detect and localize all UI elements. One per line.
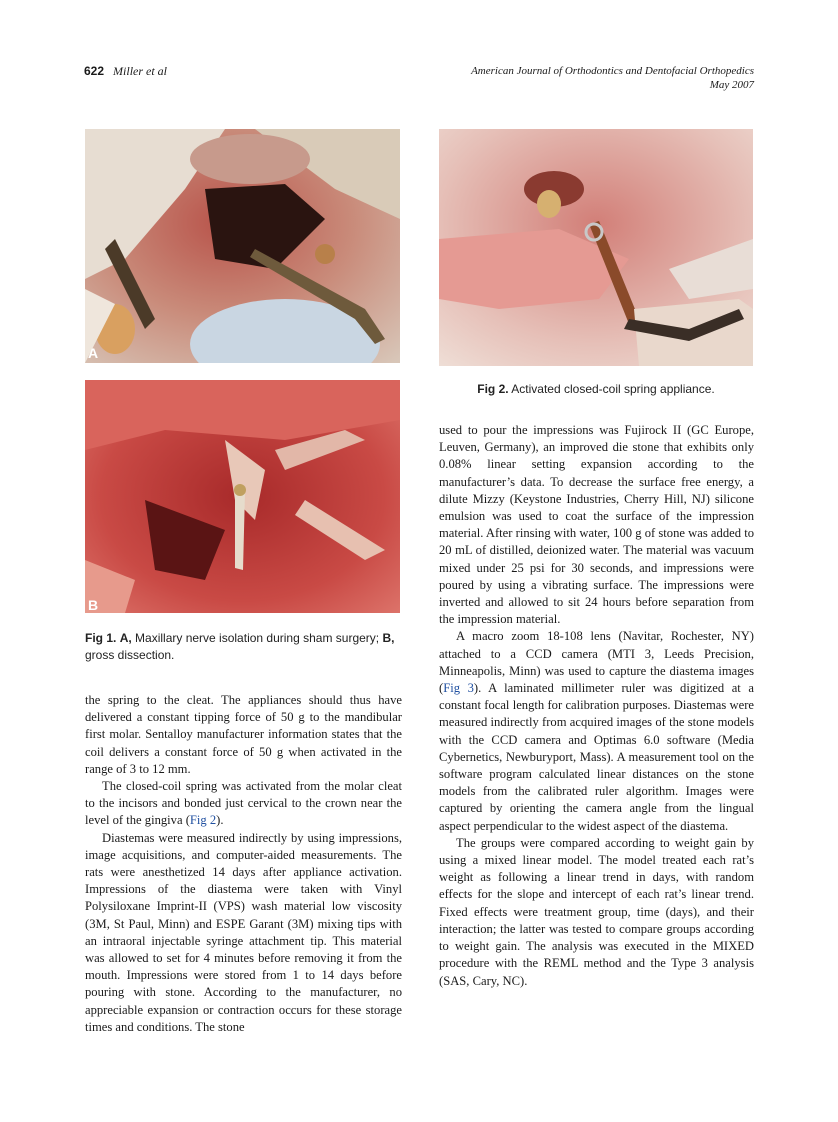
fig1-caption-b-text: gross dissection. (85, 648, 175, 662)
paragraph: A macro zoom 18-108 lens (Navitar, Rochester, NY) attached to a CCD camera (MTI 3, Leeds Precision, Minneapolis, Minn) was used to capture the diastema images (Fig 3). A laminated millimeter ruler was digitized at a constant focal length for calibration purposes. Diastemas were measured indirectly from acquired images of the stone models with the CCD camera and Optimas 6.0 software (Media Cybernetics, Newburyport, Mass). A measurement tool on the software program calculated linear distances on the stone models from the calibrated ruler algorithm. Images were captured by orienting the camera angle from the lingual aspect perpendicular to the widest aspect of the diastema. (439, 629, 754, 833)
fig2-caption-text: Activated closed-coil spring appliance. (511, 382, 715, 396)
fig1b-photo (85, 380, 400, 613)
left-column-text (85, 692, 402, 1036)
issue-date: May 2007 (709, 79, 754, 91)
fig1-panel-b-label: B (88, 597, 99, 613)
paragraph: used to pour the impressions was Fujirock II (GC Europe, Leuven, Germany), an improved die stone that exhibits only 0.08% linear setting expansion according to the manufacturer’s data. To decrease the surface free energy, a dilute Mizzy (Keystone Industries, Cherry Hill, NJ) silicone emulsion was used to coat the surface of the impression material. After rinsing with water, 100 g of stone was added to 20 mL of distilled, deionized water. The material was vacuum mixed under 25 psi for 30 seconds, and impressions were poured by using a vibrating surface. The impressions were inverted and allowed to sit 24 hours before separation from the impression material. (439, 423, 754, 627)
fig1-panel-a-label: A (88, 345, 99, 361)
fig1-caption-b: B, (382, 631, 395, 645)
fig3-link[interactable]: Fig 3 (443, 681, 474, 696)
fig2-photo (439, 129, 753, 366)
running-header-right (471, 64, 754, 92)
fig1-caption (85, 630, 405, 664)
running-header-left (84, 64, 167, 79)
running-authors: Miller et al (113, 64, 168, 78)
paragraph: The groups were compared according to weight gain by using a mixed linear model. The model treated each rat’s weight as following a linear trend in days, with random effects for the slope and intercept of each rat’s linear trend. Fixed effects were treatment group, time (days), and their interaction; the latter was tested to compare groups according to weight gain. The analysis was executed in the MIXED procedure with the REML method and the Type 3 analysis (SAS, Cary, NC). (439, 835, 754, 988)
fig1-caption-a: A, (119, 631, 132, 645)
right-column-text (439, 422, 754, 990)
fig2-caption-label: Fig 2. (477, 382, 509, 396)
journal-title: American Journal of Orthodontics and Dentofacial Orthopedics (471, 65, 754, 77)
fig2-link[interactable]: Fig 2 (189, 813, 217, 828)
paragraph: the spring to the cleat. The appliances should thus have delivered a constant tipping force of 50 g to the mandibular first molar. Sentalloy manufacturer information states that the coil delivers a constant force of 50 g when activated in the range of 3 to 12 mm. (85, 693, 402, 776)
fig1-caption-label: Fig 1. (85, 631, 117, 645)
fig2-caption (439, 381, 753, 398)
fig1-caption-a-text: Maxillary nerve isolation during sham surgery; (135, 631, 380, 645)
fig1a-photo (85, 129, 400, 363)
paragraph: The closed-coil spring was activated from the molar cleat to the incisors and bonded just cervical to the crown near the level of the gingiva (Fig 2). (85, 779, 402, 828)
page-number: 622 (84, 64, 105, 78)
paragraph: Diastemas were measured indirectly by using impressions, image acquisitions, and computer-aided measurements. The rats were anesthetized 14 days after appliance activation. Impressions of the diastema were taken with Vinyl Polysiloxane Imprint-II (VPS) wash material low viscosity (3M, St Paul, Minn) and ESPE Garant (3M) mixing tips with an intraoral injectable syringe attachment tip. This material was allowed to set for 4 minutes before removing it from the mouth. Impressions were stored from 1 to 14 days before pouring with stone. According to the manufacturer, no appreciable expansion or contraction occurs for these storage times and conditions. The stone (85, 830, 402, 1034)
